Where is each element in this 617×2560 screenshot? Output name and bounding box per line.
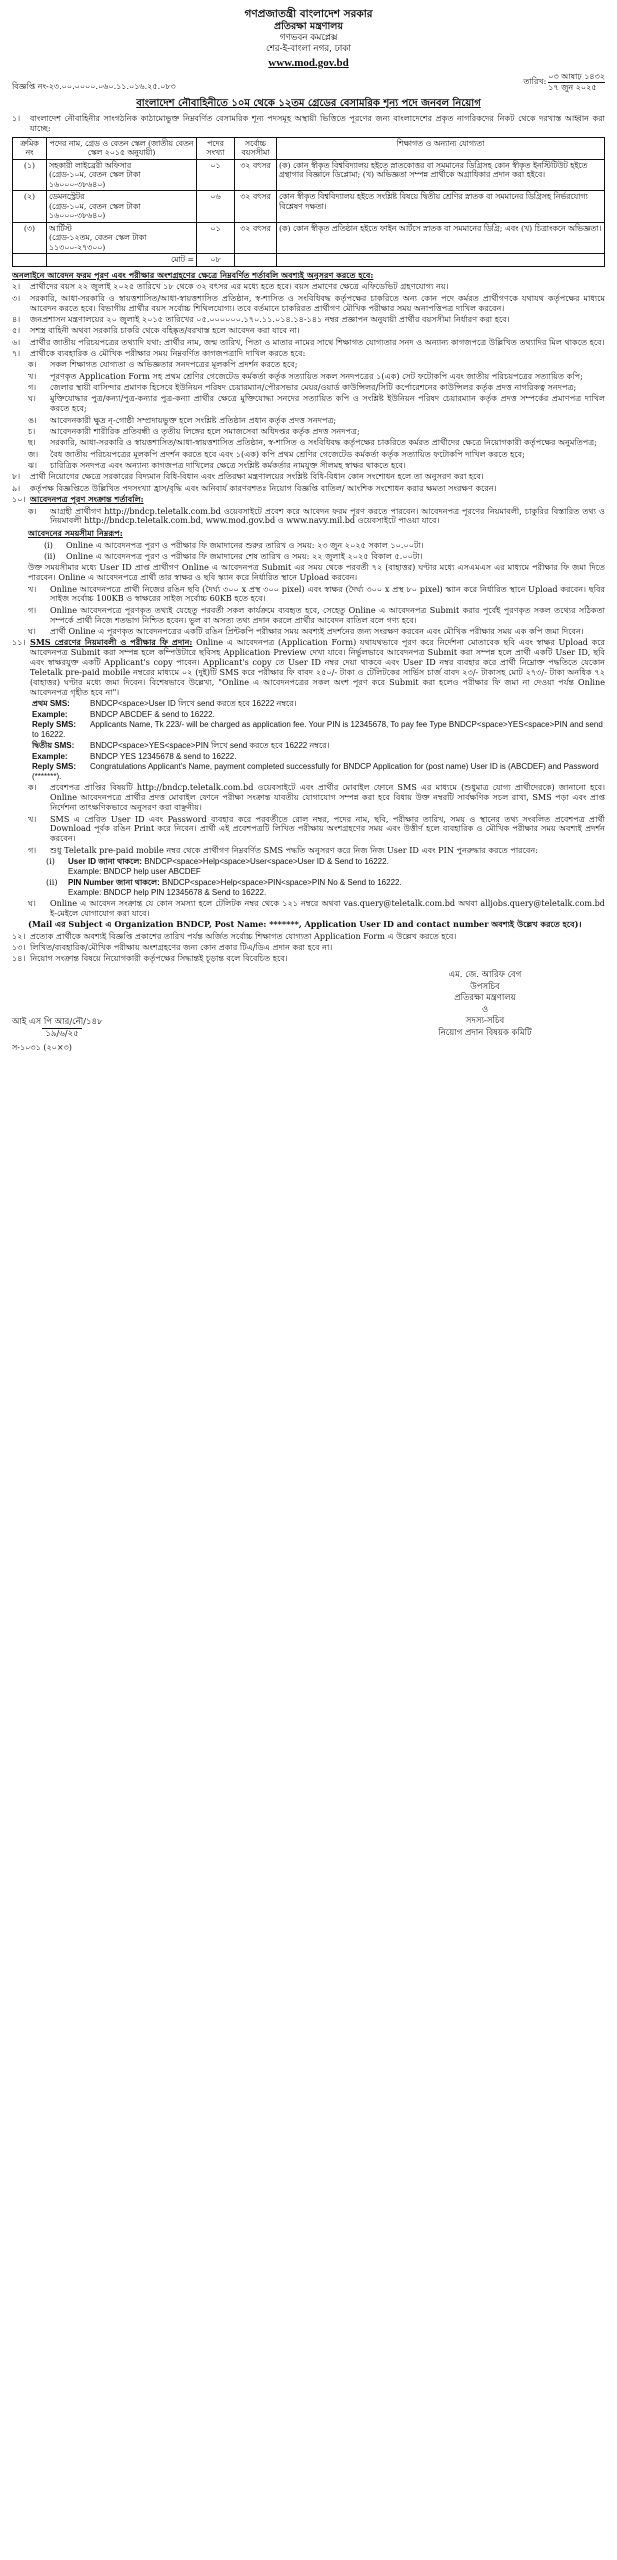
col-serial: ক্রমিক নং bbox=[13, 137, 47, 159]
item-text: জেলার স্থায়ী বাসিন্দার প্রমাণক হিসেবে ইউনিয়ন পরিষদ চেয়ারম্যান/পৌরসভার মেয়র/ওয়ার্ড কাউন্সিলর/সিটি কর্পোরেশনের কাউন্সিলর কর্তৃক প্রদত্ত নাগরিকত্ব সনদপত্র; bbox=[50, 382, 577, 393]
post-grade: (গ্রেড-১২তম, বেতন স্কেল টাকা ১১৩০০-২৭৩০০) bbox=[49, 233, 147, 252]
publication-ref bbox=[12, 1017, 103, 1039]
list-item bbox=[12, 326, 605, 336]
list-item bbox=[28, 606, 605, 626]
sms-label: প্রথম SMS: bbox=[32, 698, 70, 708]
item-number: খ। bbox=[28, 583, 37, 594]
item-text: সশস্ত্র বাহিনী অথবা সরকারি চাকরি থেকে বহিষ্কৃত/বরখাস্ত হলে আবেদন করা যাবে না। bbox=[30, 325, 300, 336]
item-text: সকল শিক্ষাগত যোগ্যতা ও অভিজ্ঞতার সনদপত্রের মূলকপি প্রদর্শন করতে হবে; bbox=[50, 359, 298, 370]
item-number: (ii) bbox=[44, 550, 56, 561]
sms-step bbox=[12, 752, 605, 762]
print-code: স-১০৩১ (২০×৩) bbox=[12, 1042, 72, 1052]
item-number: (i) bbox=[46, 856, 55, 866]
item-text: SMS এ প্রেরিত User ID এবং Password ব্যবহার করে পরবর্তীতে রোল নম্বর, পদের নাম, ছবি, পরীক্ষার তারিখ, সময় ও স্থানের তথ্য সংবলিত প্রবেশপত্র প্রার্থী Download পূর্বক রঙিন Print করে নিবেন। প্রার্থী এই প্রবেশপত্রটি লিখিত পরীক্ষায় অংশগ্রহণের সময় এবং উত্তীর্ণ হলে ব্যবহারিক ও মৌখিক পরীক্ষার সময় অবশ্যই প্রদর্শন করবেন। bbox=[50, 813, 605, 844]
sms-step bbox=[12, 762, 605, 782]
cell-count: ০১ bbox=[197, 222, 235, 254]
item-text: প্রত্যেক প্রার্থীকে অবশ্যই বিজ্ঞপ্তি প্রকাশের তারিখ পর্যন্ত অর্জিত সর্বোচ্চ শিক্ষাগত যোগ্যতা Application Form এ উল্লেখ করতে হবে। bbox=[30, 930, 457, 941]
recover-command: BNDCP<space>Help<space>User<space>User ID & Send to 16222. bbox=[144, 857, 389, 866]
item-text: পূরণকৃত Application Form সহ প্রথম শ্রেণির গেজেটেড কর্মকর্তা কর্তৃক সত্যায়িত সকল সনদপত্রের ১(এক) সেট ফটোকপি এবং জাতীয় পরিচয়পত্রের সত্যায়িত কপি; bbox=[50, 370, 583, 381]
item-text: সরকারি, আধা-সরকারি ও স্বায়ত্তশাসিত/আধা-স্বায়ত্তশাসিত প্রতিষ্ঠান, স্ব-শাসিত ও সংবিধিবদ্ধ কর্তৃপক্ষের চাকরিতে কর্মরত প্রার্থীদের ক্ষেত্রে নিয়োগকারী কর্তৃপক্ষের অনুমতিপত্র; bbox=[50, 437, 597, 448]
admit-card-list bbox=[12, 783, 605, 855]
list-item bbox=[28, 383, 605, 393]
cell-age: ৩২ বৎসর bbox=[235, 191, 277, 223]
item-text: Online এ আবেদন সংক্রান্ত যে কোন সমস্যা হলে টেলিটক নম্বর থেকে ১২১ নম্বরে অথবা vas.query@teletalk.com.bd অথবা alljobs.query@teletalk.com.bd ই-মেইলে যোগাযোগ করা যাবে। bbox=[50, 898, 605, 918]
item-text: আগ্রহী প্রার্থীগণ http://bndcp.teletalk.com.bd ওয়েবসাইটে প্রবেশ করে আবেদন ফরম পূরণ করতে পারবেন। আবেদনপত্র পূরণের নিয়মাবলী, চাকুরির বিস্তারিত তথ্য ও নিয়মাবলী http://bndcp.teletalk.com.bd, www.mod.gov.bd ও www.navy.mil.bd ওয়েবসাইটে পাওয়া যাবে। bbox=[50, 505, 605, 526]
item-number: ৩। bbox=[12, 292, 21, 303]
mail-subject-note: (Mail এর Subject এ Organization BNDCP, Post Name: *******, Application User ID and contact number অবশ্যই উল্লেখ করতে হবে)। bbox=[28, 919, 582, 930]
signatory bbox=[365, 970, 605, 1039]
list-item bbox=[28, 394, 605, 414]
signatory-ministry: প্রতিরক্ষা মন্ত্রণালয় bbox=[454, 993, 516, 1004]
item-number: গ। bbox=[28, 604, 37, 615]
list-item bbox=[12, 349, 605, 359]
item-number: খ। bbox=[28, 813, 37, 824]
list-item bbox=[12, 472, 605, 482]
list-item bbox=[28, 585, 605, 605]
item-number: ১০। bbox=[12, 494, 26, 505]
ministry-name: প্রতিরক্ষা মন্ত্রণালয় bbox=[274, 21, 343, 33]
documents-list bbox=[12, 360, 605, 471]
item-number: (ii) bbox=[46, 877, 58, 887]
table-row bbox=[13, 191, 605, 223]
item-number: ঘ। bbox=[28, 898, 36, 908]
list-item bbox=[46, 857, 605, 877]
item-text: কর্তৃপক্ষ বিজ্ঞপ্তিতে উল্লিখিত পদসংখ্যা হ্রাস/বৃদ্ধি এবং অনিবার্য কারণবশতঃ নিয়োগ বিজ্ঞপ্তি বাতিল/ আংশিক সংশোধন করার ক্ষমতা সংরক্ষণ করেন। bbox=[30, 482, 497, 493]
item-text: চারিত্রিক সনদপত্র এবং অন্যান্য কাগজপত্র দাখিলের ক্ষেত্রে সংশ্লিষ্ট কর্মকর্তার নামযুক্ত সীলমহ স্বাক্ষর থাকতে হবে। bbox=[50, 460, 406, 471]
list-item bbox=[28, 846, 605, 856]
list-item bbox=[28, 552, 605, 562]
item-text: বৈধ জাতীয় পরিচয়পত্রের মূলকপি প্রদর্শন করতে হবে এবং ১(এক) কপি প্রথম শ্রেণির গেজেটেড কর্মকর্তা কর্তৃক সত্যায়িত ফটোকপি দাখিল করতে হবে; bbox=[50, 448, 525, 459]
sms-step bbox=[12, 720, 605, 740]
sms-label: Reply SMS: bbox=[32, 762, 77, 772]
item-number: ঘ। bbox=[28, 625, 36, 636]
post-name: সহকারী লাইব্রেরী অফিসার bbox=[49, 160, 132, 170]
intro-paragraph bbox=[12, 114, 605, 134]
time-limit-note: উক্ত সময়সীমার মধ্যে User ID প্রাপ্ত প্রার্থীগণ Online এ আবেদনপত্র Submit এর সময় থেকে পরবর্তী ৭২ (বাহাত্তর) ঘণ্টার মধ্যে এসএমএস এর মাধ্যমে পরীক্ষার ফি জমা দিতে পারবেন। Online এ আবেদনপত্রে প্রার্থী তার স্বাক্ষর ও ছবি স্ক্যান করে নির্ধারিত স্থানে Upload করবেন। bbox=[28, 562, 605, 583]
list-item bbox=[12, 282, 605, 292]
item-text: Online আবেদনপত্রে প্রার্থী নিজের রঙিন ছবি (দৈর্ঘ্য ৩০০ x প্রস্থ ৩০০ pixel) এবং স্বাক্ষর (দৈর্ঘ্য ৩০০ x প্রস্থ ৮০ pixel) স্ক্যান করে নির্ধারিত স্থানে Upload করবেন। ছবির সাইজ সর্বোচ্চ 100KB ও স্বাক্ষরের সাইজ সর্বোচ্চ 60KB হতে হবে। bbox=[50, 583, 605, 604]
table-row bbox=[13, 222, 605, 254]
total-spacer bbox=[235, 254, 277, 267]
item-number: ৮। bbox=[12, 471, 21, 482]
table-row bbox=[13, 159, 605, 191]
item-number: ১৪। bbox=[12, 953, 26, 964]
item-text: আবেদনকারী ক্ষুদ্র নৃ-গোষ্ঠী সম্প্রদায়ভুক্ত হলে সংশ্লিষ্ট প্রতিষ্ঠান প্রধান কর্তৃক প্রদত্ত সনদপত্র; bbox=[50, 414, 337, 425]
list-item bbox=[28, 416, 605, 426]
item-number: (i) bbox=[44, 539, 53, 550]
date-label: তারিখ: bbox=[523, 77, 547, 86]
item-text: প্রার্থীকে ব্যবহারিক ও মৌখিক পরীক্ষার সময় নিম্নবর্ণিত কাগজপত্রাদি দাখিল করতে হবে: bbox=[30, 347, 306, 358]
list-item bbox=[12, 294, 605, 314]
posts-table bbox=[12, 137, 605, 267]
sms-command: BNDCP<space>YES<space>PIN লিখে send করতে হবে 16222 নম্বরে। bbox=[90, 740, 330, 750]
govt-name: গণপ্রজাতন্ত্রী বাংলাদেশ সরকার bbox=[244, 8, 373, 20]
list-item bbox=[28, 427, 605, 437]
list-item bbox=[12, 954, 605, 964]
item-number: গ। bbox=[28, 844, 37, 855]
sms-example: BNDCP ABCDEF & send to 16222. bbox=[90, 709, 215, 719]
item-text: শুধু Teletalk pre-paid mobile নম্বর থেকে প্রার্থীগণ নিম্নবর্ণিত SMS পদ্ধতি অনুসরণ করে নিজ নিজ User ID এবং PIN পুনরুদ্ধার করতে পারবেন: bbox=[50, 844, 538, 855]
cell-qualification: কোন স্বীকৃত বিশ্ববিদ্যালয় হইতে সংশ্লিষ্ট বিষয়ে দ্বিতীয় শ্রেণির স্নাতক বা সমমানের ডিগ্রিসহ নির্ভরযোগ্য বিশ্লেষণ দক্ষতা। bbox=[277, 191, 605, 223]
list-item bbox=[12, 315, 605, 325]
post-grade: (গ্রেড-১০ম, বেতন স্কেল টাকা ১৬০০০-৩৮৬৪০) bbox=[49, 201, 141, 221]
date-english: ১৭ জুন ২০২৫ bbox=[548, 82, 597, 92]
item-text: সরকারি, আধা-সরকারি ও স্বায়ত্তশাসিত/আধা-স্বায়ত্তশাসিত প্রতিষ্ঠান, স্ব-শাসিত ও সংবিধিবদ্ধ কর্তৃপক্ষের চাকরিতে অন্য কোন পদে কর্মরত প্রার্থীগণকে যথাযথ কর্তৃপক্ষের মাধ্যমে আবেদন করতে হবে। বিভাগীয় প্রার্থীর বয়স সর্বোচ্চ শিথিলযোগ্য। তবে বর্তমানে চাকরিরত প্রার্থীগণ মৌখিক পরীক্ষার সময় অনাপত্তিপত্র দাখিল করবেন। bbox=[30, 292, 605, 313]
cell-post bbox=[47, 191, 197, 223]
rules-heading: আবেদনপত্র পূরণ সংক্রান্ত শর্তাবলি: bbox=[30, 494, 144, 505]
cell-serial: (১) bbox=[13, 159, 47, 191]
recovery-list bbox=[12, 857, 605, 898]
cell-qualification: (ক) কোন স্বীকৃত বিশ্ববিদ্যালয় হইতে স্নাতকোত্তর বা সমমানের ডিগ্রিসহ কোন স্বীকৃত ইনস্টিটিউট হইতে গ্রন্থাগার বিজ্ঞানে ডিপ্লোমা; (খ) অভিজ্ঞতা সম্পন্ন প্রার্থীকে অগ্রাধিকার প্রদান করা হইবে। bbox=[277, 159, 605, 191]
item-number: ১২। bbox=[12, 930, 26, 941]
list-item bbox=[28, 783, 605, 813]
item-number: ঙ। bbox=[28, 414, 37, 425]
item-number: ছ। bbox=[28, 437, 36, 448]
item-number: ক। bbox=[28, 505, 37, 516]
item-number: ঝ। bbox=[28, 460, 38, 471]
sms-command: BNDCP<space>User ID লিখে send করতে হবে 16222 নম্বরে। bbox=[90, 698, 297, 708]
signature-block bbox=[12, 970, 605, 1039]
item-text: প্রার্থী Online এ পূরণকৃত আবেদনপত্রের একটি রঙিন প্রিন্টকপি পরীক্ষার সময় অবশ্যই প্রদর্শনের জন্য সংরক্ষণ করবেন এবং মৌখিক পরীক্ষার সময় এক কপি জমা দিবেন। bbox=[50, 625, 584, 636]
cell-serial: (২) bbox=[13, 191, 47, 223]
post-grade: (গ্রেড-১০ম, বেতন স্কেল টাকা ১৬০০০-৩৮৬৪০) bbox=[49, 170, 141, 189]
item-text: Online এ আবেদনপত্র পূরণ ও পরীক্ষার ফি জমাদানের শেষ তারিখ ও সময়: ২২ জুলাই ২০২৫ বিকাল ৫.০০টা। bbox=[66, 550, 423, 561]
memo-row bbox=[12, 72, 605, 92]
item-number: খ। bbox=[28, 370, 37, 381]
signatory-committee: নিয়োগ প্রদান বিষয়ক কমিটি bbox=[438, 1027, 532, 1038]
contact-item bbox=[28, 899, 605, 919]
item-number: ঘ। bbox=[28, 393, 36, 404]
table-header-row bbox=[13, 137, 605, 159]
item-number: ৬। bbox=[12, 336, 21, 347]
sms-section bbox=[12, 638, 605, 697]
sms-heading: SMS প্রেরণের নিয়মাবলী ও পরীক্ষার ফি প্রদান: bbox=[30, 637, 193, 648]
item-text: Online এ আবেদনপত্র পূরণ ও পরীক্ষার ফি জমাদানের শুরুর তারিখ ও সময়: ২৩ জুন ২০২৫ সকাল ১০.০০টা। bbox=[66, 539, 424, 550]
cell-post bbox=[47, 159, 197, 191]
office-address-2: শের-ই-বাংলা নগর, ঢাকা bbox=[266, 44, 351, 55]
item-number: ২। bbox=[12, 281, 21, 292]
total-count: ০৮ bbox=[197, 254, 235, 267]
item-number: ১। bbox=[12, 113, 21, 124]
item-number: ৭। bbox=[12, 347, 21, 358]
list-item bbox=[28, 461, 605, 471]
item-text: বাংলাদেশ নৌবাহিনীর সাংগঠনিক কাঠামোভুক্ত নিম্নবর্ণিত বেসামরিক শূন্য পদসমূহ অস্থায়ী ভিত্তিতে পূরণের জন্য বাংলাদেশের প্রকৃত নাগরিকদের নিকট থেকে দরখাস্ত আহ্বান করা যাচ্ছে: bbox=[30, 113, 605, 134]
cell-count: ০৬ bbox=[197, 191, 235, 223]
list-item bbox=[28, 507, 605, 527]
total-spacer bbox=[277, 254, 605, 267]
list-item bbox=[28, 372, 605, 382]
item-text: জনপ্রশাসন মন্ত্রণালয়ের ২০ জুলাই ২০১৫ তারিখের ০৫.০০০০০০.১৭০.১১.০১৪.১৪-১৪১ নম্বর প্রজ্ঞাপন অনুযায়ী প্রার্থীর বয়সসীমা নির্ধারণ করা হবে। bbox=[30, 313, 510, 324]
list-item bbox=[28, 438, 605, 448]
table-total-row bbox=[13, 254, 605, 267]
online-conditions-heading: অনলাইনে আবেদন ফরম পূরণ এবং পরীক্ষার অংশগ্রহণের ক্ষেত্রে নিম্নবর্ণিত শর্তাবলি অবশ্যই অনুসরণ করতে হবে: bbox=[12, 269, 374, 280]
item-text: আবেদনকারী শারীরিক প্রতিবন্ধী ও তৃতীয় লিঙ্গের হলে সমাজসেবা অধিদপ্তর কর্তৃক প্রদত্ত সনদপত্র; bbox=[50, 426, 360, 436]
time-limit-heading: আবেদনের সময়সীমা নিম্নরূপ: bbox=[28, 528, 123, 539]
col-count: পদের সংখ্যা bbox=[197, 137, 235, 159]
recover-example: Example: BNDCP help PIN 12345678 & Send to 16222. bbox=[68, 887, 267, 897]
item-text: Online আবেদনপত্রে পূরণকৃত তথ্যই যেহেতু পরবর্তী সকল কার্যক্রমে ব্যবহৃত হবে, সেহেতু Online এ আবেদনপত্র Submit করার পূর্বেই পূরণকৃত সকল তথ্যের সঠিকতা সম্পর্কে প্রার্থী নিজে শতভাগ নিশ্চিত হবেন। ভুল বা অসত্য তথ্য প্রদান করলে প্রার্থীর আবেদন বাতিল বলে গণ্য হবে। bbox=[50, 604, 605, 625]
sms-step bbox=[12, 699, 605, 709]
recover-example: Example: BNDCP help user ABCDEF bbox=[68, 866, 201, 876]
signatory-role: সদস্য-সচিব bbox=[465, 1016, 505, 1027]
recover-label: PIN Number জানা থাকলে: bbox=[68, 878, 160, 887]
list-item bbox=[28, 360, 605, 370]
item-text: লিখিত/ব্যবহারিক/মৌখিক পরীক্ষায় অংশগ্রহণের জন্য কোন প্রকার টিএ/ডিএ প্রদান করা হবে না। bbox=[30, 941, 333, 952]
signatory-and: ও bbox=[481, 1004, 489, 1015]
total-spacer bbox=[13, 254, 47, 267]
notice-title: বাংলাদেশ নৌবাহিনীতে ১০ম থেকে ১২তম গ্রেডের বেসামরিক শূন্য পদে জনবল নিয়োগ bbox=[136, 98, 481, 110]
item-text: প্রার্থী নিয়োগের ক্ষেত্রে সরকারের বিদ্যমান বিধি-বিধান এবং প্রতিরক্ষা মন্ত্রণালয়ের সংশ্লিষ্ট বিধি-বিধান কোন সংশোধন হলে তা অনুসরণ করা হবে। bbox=[30, 471, 484, 482]
office-address-1: গণভবন কমপ্লেক্স bbox=[279, 33, 338, 43]
item-text: প্রার্থীর জাতীয় পরিচয়পত্রের তথ্যাদি যথা: প্রার্থীর নাম, জন্ম তারিখ, পিতা ও মাতার নামের সাথে শিক্ষাগত যোগ্যতার সনদ ও অন্যান্য কাগজপত্রে উল্লিখিত তথ্যাদির মিল থাকতে হবে। bbox=[30, 336, 605, 347]
sms-reply: Congratulations Applicant's Name, payment completed successfully for BNDCP Application for (post name) User ID is (ABCDEF) and Password (*******). bbox=[32, 762, 599, 782]
signatory-name: এম. জে. আরিফ বেগ bbox=[448, 970, 522, 981]
list-item bbox=[12, 338, 605, 348]
list-item bbox=[12, 932, 605, 942]
application-rules bbox=[12, 495, 605, 505]
col-post: পদের নাম, গ্রেড ও বেতন স্কেল (জাতীয় বেতন স্কেল ২০১৫ অনুযায়ী) bbox=[47, 137, 197, 159]
signatory-designation: উপসচিব bbox=[470, 981, 500, 992]
list-item bbox=[28, 627, 605, 637]
cell-post bbox=[47, 222, 197, 254]
item-number: চ। bbox=[28, 426, 36, 436]
cell-serial: (৩) bbox=[13, 222, 47, 254]
sms-step bbox=[12, 710, 605, 720]
memo-number: বিজ্ঞপ্তি নং-২৩.০০.০০০০.০৬০.১১.০১৬.২৫.০৮৩ bbox=[12, 82, 176, 92]
total-label: মোট = bbox=[47, 254, 197, 267]
cell-age: ৩২ বৎসর bbox=[235, 159, 277, 191]
item-number: গ। bbox=[28, 382, 37, 393]
list-item bbox=[12, 943, 605, 953]
ispr-date: ১৯/৬/২৫ bbox=[42, 1028, 82, 1039]
ispr-ref: আই এস পি আর/নৌ/১৪৮ bbox=[12, 1017, 103, 1028]
item-text: নিয়োগ সংক্রান্ত বিষয়ে নিয়োগকারী কর্তৃপক্ষের সিদ্ধান্তই চূড়ান্ত বলে বিবেচিত হবে। bbox=[30, 953, 288, 964]
item-number: ৪। bbox=[12, 313, 21, 324]
item-text: প্রার্থীদের বয়স ২২ জুলাই ২০২৫ তারিখে ১৮ থেকে ৩২ বৎসর এর মধ্যে হতে হবে। বয়স প্রমাণের ক্ষেত্রে এফিডেভিট গ্রহণযোগ্য নয়। bbox=[30, 281, 449, 292]
post-name: আর্টিস্ট bbox=[49, 223, 72, 233]
list-item bbox=[12, 484, 605, 494]
item-number: জ। bbox=[28, 448, 39, 459]
letterhead bbox=[12, 8, 605, 71]
sms-label: Example: bbox=[32, 751, 68, 761]
item-text: প্রবেশপত্র প্রাপ্তির বিষয়টি http://bndcp.teletalk.com.bd ওয়েবসাইটে এবং প্রার্থীর মোবাইল ফোনে SMS এর মাধ্যমে (শুধুমাত্র যোগ্য প্রার্থীদেরকে) জানানো হবে। Online আবেদনপত্রে প্রার্থীর প্রদত্ত মোবাইল ফোনে পরীক্ষা সংক্রান্ত যাবতীয় যোগাযোগ সম্পন্ন করা হবে বিধায় উক্ত নম্বরটি সার্বক্ষণিক সচল রাখা, SMS পড়া এবং প্রাপ্ত নির্দেশনা তাৎক্ষণিকভাবে অনুসরণ করা বাঞ্ছনীয়। bbox=[50, 782, 605, 813]
list-item bbox=[28, 541, 605, 551]
sms-label: Reply SMS: bbox=[32, 720, 77, 730]
col-qualification: শিক্ষাগত ও অন্যান্য যোগ্যতা bbox=[277, 137, 605, 159]
item-text: মুক্তিযোদ্ধার পুত্র/কন্যা/পুত্র-কন্যার পুত্র-কন্যা প্রার্থীর ক্ষেত্রে মুক্তিযোদ্ধা সনদের সত্যায়িত কপি ও সংশ্লিষ্ট ইউনিয়ন পরিষদ চেয়ারম্যান কর্তৃক প্রদত্ত সম্পর্কের প্রমাণপত্র দাখিল করতে হবে; bbox=[50, 393, 605, 414]
item-number: ৯। bbox=[12, 482, 21, 493]
col-age: সর্বোচ্চ বয়সসীমা bbox=[235, 137, 277, 159]
sms-step bbox=[12, 741, 605, 751]
conditions-list bbox=[12, 282, 605, 359]
item-number: ১১। bbox=[12, 637, 26, 648]
date-bangla: ০৩ আষাঢ় ১৪৩২ bbox=[548, 72, 605, 83]
list-item bbox=[46, 878, 605, 898]
cell-age: ৩২ বৎসর bbox=[235, 222, 277, 254]
sms-example: BNDCP YES 12345678 & send to 16222. bbox=[90, 751, 237, 761]
cell-qualification: (ক) কোন স্বীকৃত প্রতিষ্ঠান হইতে ফাইন আর্টসে স্নাতক বা সমমানের ডিগ্রি; এবং (খ) চিত্রাংকনে অভিজ্ঞতা। bbox=[277, 222, 605, 254]
recover-label: User ID জানা থাকলে: bbox=[68, 857, 142, 866]
item-number: ১৩। bbox=[12, 941, 26, 952]
recover-command: BNDCP<space>Help<space>PIN<space>PIN No & Send to 16222. bbox=[161, 878, 402, 887]
list-item bbox=[28, 450, 605, 460]
item-number: ক। bbox=[28, 359, 37, 370]
item-number: ক। bbox=[28, 782, 37, 793]
sms-text: Online এ আবেদনপত্র (Application Form) যথাযথভাবে পূরণ করে নির্দেশনা মোতাবেক ছবি এবং স্বাক্ষর Upload করে আবেদনপত্র Submit করা সম্পন্ন হলে কম্পিউটারে ছবিসহ Application Preview দেখা যাবে। নির্ভুলভাবে আবেদনপত্র Submit করা সম্পন্ন হলে প্রার্থী একটি User ID, ছবি এবং স্বাক্ষরযুক্ত একটি Applicant's copy পাবেন। Applicant's copy তে User ID নম্বর দেয়া থাকবে এবং User ID নম্বর ব্যবহার করে প্রার্থী নিম্নোক্ত পদ্ধতিতে যেকোন Teletalk pre-paid mobile নম্বরের মাধ্যমে ০২ (দুই)টি SMS করে পরীক্ষার ফি বাবদ ২৫০/- টাকা ও টেলিটকের সার্ভিস চার্জ বাবদ ২৩/- টাকাসহ মোট ২৭৩/- টাকা অনধিক ৭২ (বাহাত্তর) ঘণ্টার মধ্যে জমা দিবেন। বিশেষভাবে উল্লেখ্য, "Online এ আবেদনপত্রের সকল অংশ পূরণ করে Submit করা হলেও পরীক্ষার ফি জমা না দেওয়া পর্যন্ত Online আবেদনপত্র গৃহীত হবে না"। bbox=[30, 637, 605, 697]
sms-reply: Applicants Name, Tk 223/- will be charged as application fee. Your PIN is 12345678, To pay fee Type BNDCP<space>YES<space>PIN and send to 16222. bbox=[32, 720, 603, 740]
list-item bbox=[28, 815, 605, 845]
sms-label: দ্বিতীয় SMS: bbox=[32, 740, 75, 750]
memo-date bbox=[523, 72, 605, 92]
ministry-website: www.mod.gov.bd bbox=[268, 56, 349, 69]
sms-label: Example: bbox=[32, 709, 68, 719]
item-number: ৫। bbox=[12, 325, 21, 336]
post-name: ডেমনস্ট্রেটর bbox=[49, 192, 85, 202]
cell-count: ০১ bbox=[197, 159, 235, 191]
